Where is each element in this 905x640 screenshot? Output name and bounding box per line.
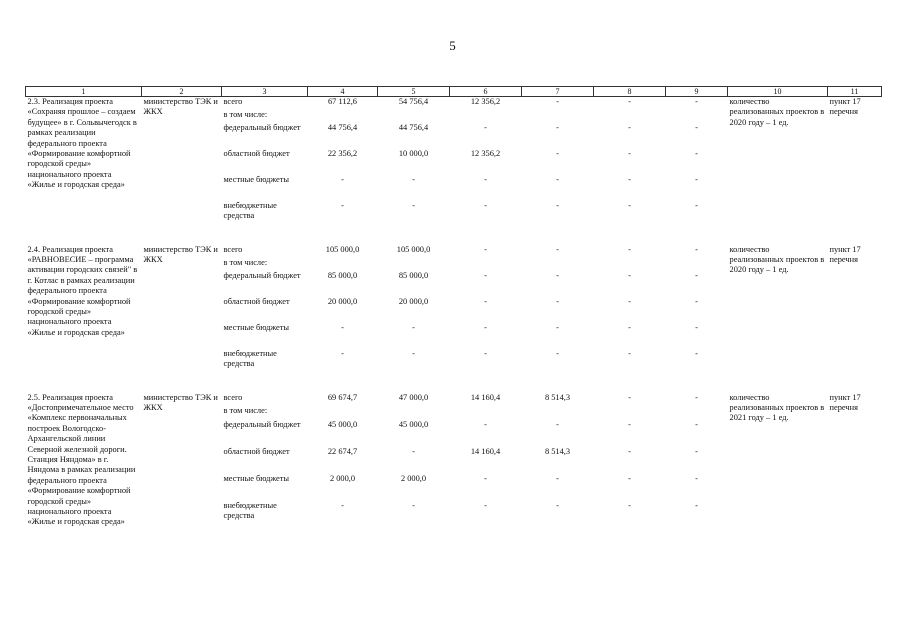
funding-value: -	[556, 322, 559, 332]
funding-table	[25, 86, 882, 528]
table-row	[26, 245, 882, 258]
funding-value: -	[341, 348, 344, 358]
table-row	[26, 97, 882, 110]
funding-value: 44 756,4	[327, 122, 358, 132]
funding-value: 8 514,3	[544, 392, 571, 402]
project-name: 2.5. Реализация проекта «Достопримечательное место «Комплекс первоначальных построек Вологодско-Архангельской линии Северной железной дороги. Станция Няндома» в г. Няндома в рамках реализации федерального проекта «Формирование комфортной городской среды» национального проекта «Жилье и городская среда»	[27, 392, 136, 527]
funding-value	[378, 406, 450, 420]
funding-value: -	[484, 244, 487, 254]
funding-source: в том числе:	[223, 257, 268, 267]
funding-value: 67 112,6	[327, 97, 357, 106]
funding-value	[308, 110, 378, 123]
funding-value: -	[412, 174, 415, 184]
funding-value: -	[341, 174, 344, 184]
funding-source: федеральный бюджет	[223, 122, 301, 132]
funding-source: внебюджетные средства	[223, 200, 277, 220]
funding-value: -	[628, 392, 631, 402]
funding-value	[594, 110, 666, 123]
funding-value: -	[695, 348, 698, 358]
funding-value: -	[695, 244, 698, 254]
column-number: 9	[666, 87, 728, 97]
funding-source: внебюджетные средства	[223, 500, 277, 521]
funding-value	[450, 406, 522, 420]
funding-value: -	[628, 473, 631, 483]
funding-value: -	[695, 122, 698, 132]
section-spacer	[26, 227, 882, 245]
funding-value: -	[695, 473, 698, 483]
funding-value: -	[484, 473, 487, 483]
funding-value	[450, 258, 522, 271]
funding-value: -	[695, 174, 698, 184]
funding-value: 47 000,0	[398, 392, 429, 402]
funding-value: -	[484, 348, 487, 358]
funding-value: 20 000,0	[327, 296, 358, 306]
funding-source: всего	[223, 244, 243, 254]
spacer-cell	[26, 375, 882, 393]
reference-item: пункт 17 перечня	[829, 392, 861, 412]
funding-value	[308, 406, 378, 420]
funding-value: -	[695, 148, 698, 158]
funding-value: -	[628, 500, 631, 510]
funding-source: областной бюджет	[223, 148, 290, 158]
funding-value	[594, 258, 666, 271]
funding-value: -	[556, 122, 559, 132]
funding-value: -	[695, 97, 698, 106]
funding-value: -	[556, 419, 559, 429]
funding-source: областной бюджет	[223, 446, 290, 456]
funding-value: 12 356,2	[470, 97, 501, 106]
funding-value: -	[341, 500, 344, 510]
funding-value: -	[484, 419, 487, 429]
funding-source: местные бюджеты	[223, 322, 290, 332]
column-number: 1	[26, 87, 142, 97]
funding-value: -	[628, 446, 631, 456]
funding-value: -	[556, 244, 559, 254]
funding-value: 14 160,4	[470, 392, 501, 402]
spacer-cell	[26, 227, 882, 245]
funding-source: областной бюджет	[223, 296, 290, 306]
funding-value: -	[695, 500, 698, 510]
funding-value	[450, 110, 522, 123]
project-name: 2.4. Реализация проекта «РАВНОВЕСИЕ – программа активации городских связей" в г. Котлас в рамках реализации федерального проекта «Формирование комфортной городской среды» национального проекта «Жилье и городская среда»	[27, 244, 138, 337]
funding-source: местные бюджеты	[223, 473, 290, 483]
column-number: 7	[522, 87, 594, 97]
funding-value	[308, 258, 378, 271]
funding-value: -	[484, 200, 487, 210]
funding-value: -	[556, 97, 559, 106]
table-row	[26, 393, 882, 407]
funding-value: -	[484, 500, 487, 510]
funding-value	[522, 258, 594, 271]
funding-value: -	[341, 200, 344, 210]
funding-value: -	[412, 500, 415, 510]
funding-value: -	[695, 322, 698, 332]
funding-value: 85 000,0	[327, 270, 358, 280]
funding-value: 54 756,4	[398, 97, 429, 106]
column-number: 11	[828, 87, 882, 97]
funding-value: -	[695, 200, 698, 210]
funding-value: -	[412, 348, 415, 358]
funding-source: всего	[223, 392, 243, 402]
funding-value: -	[628, 122, 631, 132]
funding-source: в том числе:	[223, 406, 268, 416]
page-number: 5	[449, 38, 456, 53]
funding-value: -	[484, 270, 487, 280]
funding-value: 105 000,0	[396, 244, 431, 254]
funding-value: 14 160,4	[470, 446, 501, 456]
funding-value: -	[556, 200, 559, 210]
funding-value: -	[556, 473, 559, 483]
funding-value: 2 000,0	[329, 473, 356, 483]
funding-source: федеральный бюджет	[223, 270, 301, 280]
funding-value: 45 000,0	[327, 419, 358, 429]
funding-value: -	[412, 446, 415, 456]
funding-value: -	[412, 200, 415, 210]
funding-value: -	[695, 419, 698, 429]
funding-value: -	[695, 270, 698, 280]
column-number: 2	[142, 87, 222, 97]
funding-value: -	[628, 322, 631, 332]
column-number: 4	[308, 87, 378, 97]
funding-value: -	[628, 200, 631, 210]
funding-value: -	[484, 174, 487, 184]
funding-source: федеральный бюджет	[223, 419, 301, 429]
funding-value: -	[556, 174, 559, 184]
funding-source: в том числе:	[223, 109, 268, 119]
funding-value: 2 000,0	[400, 473, 427, 483]
column-number-row	[26, 87, 882, 97]
section-spacer	[26, 375, 882, 393]
funding-value: 69 674,7	[327, 392, 358, 402]
column-number: 10	[728, 87, 828, 97]
funding-value: -	[412, 322, 415, 332]
result-indicator: количество реализованных проектов в 2020 году – 1 ед.	[729, 244, 825, 275]
reference-item: пункт 17 перечня	[829, 244, 861, 264]
funding-source: всего	[223, 97, 243, 106]
project-name: 2.3. Реализация проекта «Сохраняя прошлое – создаем будущее» в г. Сольвычегодск в рамках реализации федерального проекта «Формирование комфортной городской среды» национального проекта «Жилье и городская среда»	[27, 97, 137, 190]
funding-value: 22 356,2	[327, 148, 358, 158]
funding-value: -	[484, 122, 487, 132]
funding-value: 45 000,0	[398, 419, 429, 429]
column-number: 5	[378, 87, 450, 97]
funding-value	[522, 110, 594, 123]
funding-value: -	[484, 296, 487, 306]
funding-value: -	[484, 322, 487, 332]
funding-value	[522, 406, 594, 420]
funding-source: внебюджетные средства	[223, 348, 277, 368]
funding-value: -	[695, 446, 698, 456]
funding-value: -	[556, 148, 559, 158]
column-number: 8	[594, 87, 666, 97]
funding-value: -	[628, 244, 631, 254]
funding-value: -	[628, 148, 631, 158]
funding-source: местные бюджеты	[223, 174, 290, 184]
funding-value: 22 674,7	[327, 446, 358, 456]
funding-value: 44 756,4	[398, 122, 429, 132]
funding-value: -	[628, 348, 631, 358]
funding-value: -	[695, 392, 698, 402]
result-indicator: количество реализованных проектов в 2020 году – 1 ед.	[729, 97, 825, 127]
funding-value: -	[628, 97, 631, 106]
project-executor: министерство ТЭК и ЖКХ	[143, 97, 218, 117]
funding-value	[666, 110, 728, 123]
column-number: 6	[450, 87, 522, 97]
funding-value: -	[695, 296, 698, 306]
funding-value: -	[556, 500, 559, 510]
result-indicator: количество реализованных проектов в 2021 году – 1 ед.	[729, 392, 825, 423]
funding-value: -	[628, 174, 631, 184]
funding-value: 12 356,2	[470, 148, 501, 158]
funding-value: -	[341, 322, 344, 332]
funding-value	[594, 406, 666, 420]
funding-value: -	[556, 270, 559, 280]
reference-item: пункт 17 перечня	[829, 97, 861, 117]
funding-value: 10 000,0	[398, 148, 429, 158]
funding-value: -	[628, 419, 631, 429]
funding-value: -	[628, 296, 631, 306]
funding-value: -	[556, 348, 559, 358]
funding-value	[378, 258, 450, 271]
project-executor: министерство ТЭК и ЖКХ	[143, 392, 218, 412]
funding-value	[378, 110, 450, 123]
funding-value	[666, 406, 728, 420]
column-number: 3	[222, 87, 308, 97]
funding-value: 20 000,0	[398, 296, 429, 306]
funding-value: 8 514,3	[544, 446, 571, 456]
funding-value: -	[628, 270, 631, 280]
funding-value	[666, 258, 728, 271]
project-executor: министерство ТЭК и ЖКХ	[143, 244, 218, 264]
funding-value: 105 000,0	[325, 244, 360, 254]
funding-value: -	[556, 296, 559, 306]
funding-value: 85 000,0	[398, 270, 429, 280]
